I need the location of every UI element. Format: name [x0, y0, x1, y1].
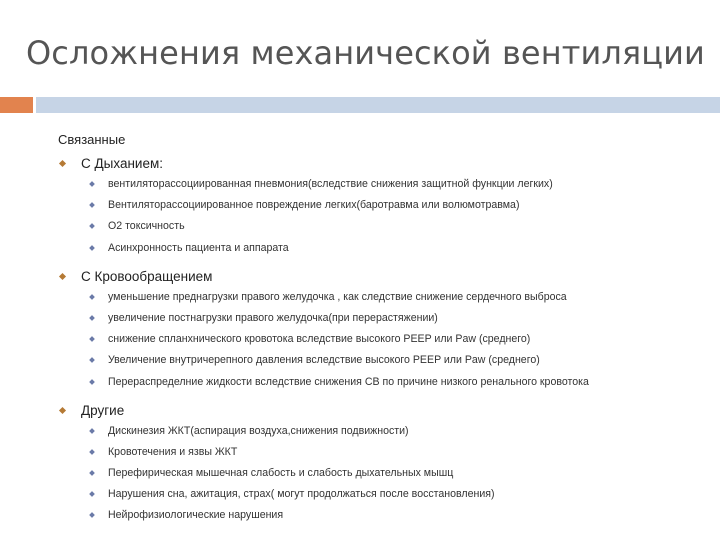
diamond-bullet-icon: [89, 245, 95, 251]
slide-title: Осложнения механической вентиляции: [26, 34, 705, 72]
list-item-text: Нейрофизиологические нарушения: [108, 509, 284, 522]
list-item: [85, 199, 708, 220]
list-item: [85, 467, 708, 488]
diamond-bullet-icon: [89, 181, 95, 187]
list-item-text: снижение спланхнического кровотока вследствие высокого PEEP или Paw (среднего): [108, 333, 531, 346]
list-item-text: Кровотечения и язвы ЖКТ: [108, 445, 238, 458]
list-item: [85, 220, 708, 241]
diamond-bullet-icon: [89, 428, 95, 434]
section-title: С Кровообращением: [81, 268, 213, 284]
diamond-bullet-icon: [89, 357, 95, 363]
list-item: [85, 312, 708, 333]
section-breathing: [58, 156, 708, 263]
list-item-text: Перефирическая мышечная слабость и слабость дыхательных мышц: [108, 467, 454, 480]
section-title: С Дыханием:: [81, 156, 163, 171]
diamond-bullet-icon: [89, 202, 95, 208]
diamond-bullet-icon: [89, 224, 95, 230]
list-item: [85, 509, 708, 530]
diamond-bullet-icon: [59, 160, 66, 167]
list-item-text: вентиляторассоциированная пневмония(вследствие снижения защитной функции легких): [108, 178, 553, 190]
diamond-bullet-icon: [59, 407, 66, 414]
list-item: [85, 333, 708, 354]
slide-content: [58, 132, 708, 531]
list-item: [85, 488, 708, 509]
diamond-bullet-icon: [89, 336, 95, 342]
diamond-bullet-icon: [59, 273, 66, 280]
list-item: [85, 242, 708, 263]
subtitle: Связанные: [58, 132, 126, 147]
list-item-text: уменьшение преднагрузки правого желудочка , как следствие снижение сердечного выброса: [108, 290, 567, 303]
diamond-bullet-icon: [89, 513, 95, 519]
section-other: [58, 403, 708, 531]
list-item: [85, 446, 708, 467]
section-title: Другие: [81, 402, 125, 418]
diamond-bullet-icon: [89, 449, 95, 455]
section-circulation: [58, 269, 708, 397]
diamond-bullet-icon: [89, 315, 95, 321]
list-item: [85, 354, 708, 375]
diamond-bullet-icon: [89, 379, 95, 385]
list-item-text: увеличение постнагрузки правого желудочка(при перерастяжении): [108, 311, 438, 324]
list-item-text: Увеличение внутричерепного давления вследствие высокого PEEP или Paw (среднего): [108, 354, 540, 367]
diamond-bullet-icon: [89, 491, 95, 497]
accent-bar: [0, 97, 33, 113]
diamond-bullet-icon: [89, 470, 95, 476]
header-band: [36, 97, 720, 113]
list-item-text: Вентиляторассоциированное повреждение легких(баротравма или волюмотравма): [108, 199, 520, 212]
list-item: [85, 425, 708, 446]
diamond-bullet-icon: [89, 294, 95, 300]
list-item-text: Асинхронность пациента и аппарата: [108, 241, 289, 254]
list-item: [85, 178, 708, 199]
list-item-text: Дискинезия ЖКТ(аспирация воздуха,снижения подвижности): [108, 424, 409, 437]
list-item-text: Перераспределние жидкости вследствие снижения СВ по причине низкого ренального кровотока: [108, 375, 589, 388]
list-item-text: О2 токсичность: [108, 220, 185, 233]
list-item: [85, 376, 708, 397]
list-item-text: Нарушения сна, ажитация, страх( могут продолжаться после восстановления): [108, 488, 495, 501]
list-item: [85, 291, 708, 312]
